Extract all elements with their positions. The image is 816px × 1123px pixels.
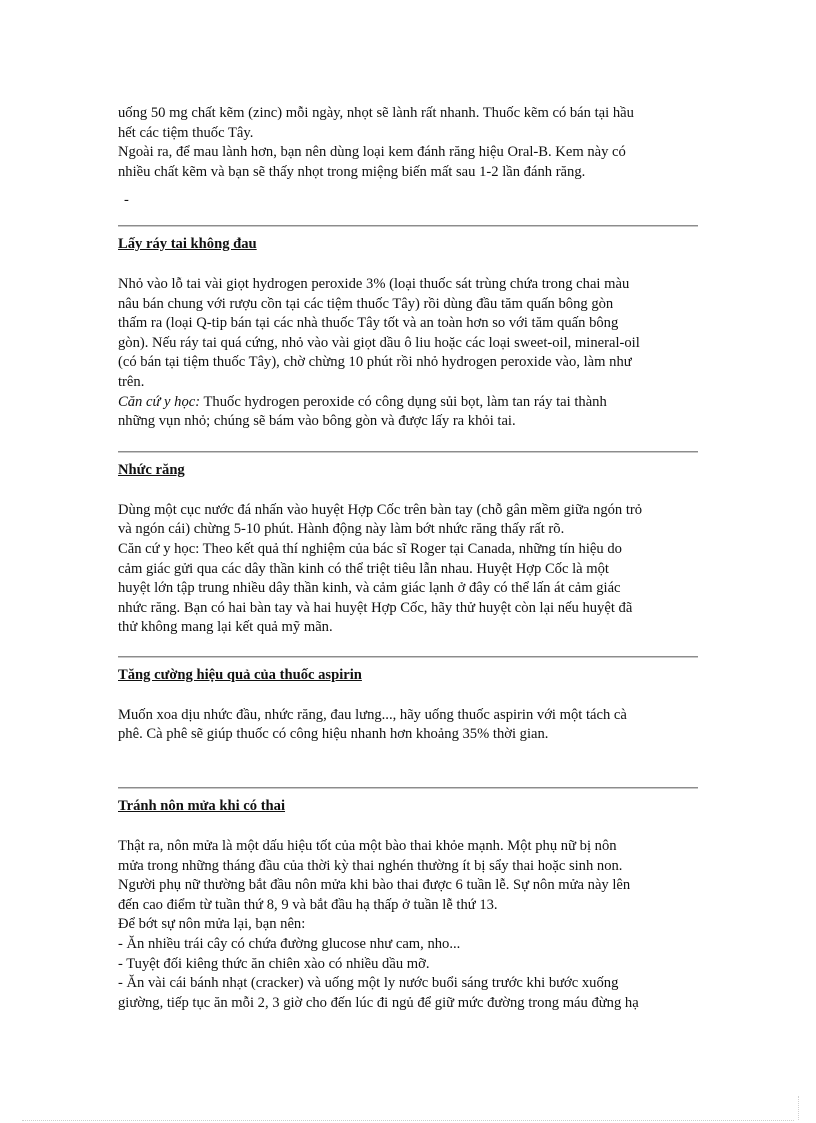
section-body-morning-sickness bbox=[118, 837, 698, 1013]
section-divider bbox=[118, 787, 698, 789]
page-bottom-border bbox=[22, 1120, 794, 1121]
medical-basis-line bbox=[118, 393, 698, 413]
text-line: giường, tiếp tục ăn mỗi 2, 3 giờ cho đến lúc đi ngủ để giữ mức đường trong máu đừng hạ bbox=[118, 994, 639, 1011]
text-line: Để bớt sự nôn mửa lại, bạn nên: bbox=[118, 916, 306, 933]
text-line: Muốn xoa dịu nhức đầu, nhức răng, đau lưng..., hãy uống thuốc aspirin với một tách cà bbox=[118, 706, 627, 723]
document-content bbox=[118, 104, 698, 1013]
section-body-ear-wax bbox=[118, 275, 698, 432]
intro-paragraph bbox=[118, 104, 698, 211]
text-line: Dùng một cục nước đá nhấn vào huyệt Hợp Cốc trên bàn tay (chỗ gân mềm giữa ngón trỏ bbox=[118, 501, 643, 518]
text-line: Ngoài ra, để mau lành hơn, bạn nên dùng loại kem đánh răng hiệu Oral-B. Kem này có bbox=[118, 144, 626, 161]
section-title-aspirin: Tăng cường hiệu quả của thuốc aspirin bbox=[118, 666, 362, 683]
text-line: những vụn nhỏ; chúng sẽ bám vào bông gòn và được lấy ra khỏi tai. bbox=[118, 413, 516, 430]
text-line: Người phụ nữ thường bắt đầu nôn mửa khi bào thai được 6 tuần lễ. Sự nôn mửa này lên bbox=[118, 877, 631, 894]
list-item: - Tuyệt đối kiêng thức ăn chiên xào có nhiều dầu mỡ. bbox=[118, 955, 430, 972]
text-line: nâu bán chung với rượu cồn tại các tiệm thuốc Tây) rồi dùng đầu tăm quấn bông gòn bbox=[118, 295, 614, 312]
text-line: trên. bbox=[118, 373, 145, 390]
text-line: và ngón cái) chừng 5-10 phút. Hành động này làm bớt nhức răng thấy rất rõ. bbox=[118, 521, 565, 538]
text-line: Nhỏ vào lỗ tai vài giọt hydrogen peroxide 3% (loại thuốc sát trùng chứa trong chai màu bbox=[118, 275, 630, 292]
medical-basis-text: Thuốc hydrogen peroxide có công dụng sủi bọt, làm tan ráy tai thành bbox=[200, 393, 607, 410]
section-title-morning-sickness: Tránh nôn mửa khi có thai bbox=[118, 798, 286, 815]
text-line: thử không mang lại kết quả mỹ mãn. bbox=[118, 619, 333, 636]
medical-basis-label: Căn cứ y học: bbox=[118, 393, 201, 410]
text-line: mửa trong những tháng đầu của thời kỳ thai nghén thường ít bị sẩy thai hoặc sinh non. bbox=[118, 857, 623, 874]
text-line: (có bán tại tiệm thuốc Tây), chờ chừng 10 phút rồi nhỏ hydrogen peroxide vào, làm như bbox=[118, 354, 632, 371]
text-line: nhiều chất kẽm và bạn sẽ thấy nhọt trong miệng biến mất sau 1-2 lần đánh răng. bbox=[118, 163, 586, 180]
section-divider bbox=[118, 225, 698, 227]
list-item: - Ăn vài cái bánh nhạt (cracker) và uống một ly nước buổi sáng trước khi bước xuống bbox=[118, 975, 619, 992]
spacer bbox=[118, 745, 698, 765]
text-line: phê. Cà phê sẽ giúp thuốc có công hiệu nhanh hơn khoảng 35% thời gian. bbox=[118, 726, 549, 743]
text-line: gòn). Nếu ráy tai quá cứng, nhỏ vào vài giọt dầu ô liu hoặc các loại sweet-oil, mineral-oil bbox=[118, 334, 640, 351]
section-title-toothache: Nhức răng bbox=[118, 461, 185, 478]
section-body-aspirin bbox=[118, 706, 698, 745]
list-item: - Ăn nhiều trái cây có chứa đường glucose như cam, nho... bbox=[118, 936, 461, 953]
text-line: đến cao điểm từ tuần thứ 8, 9 và bắt đầu hạ thấp ở tuần lễ thứ 13. bbox=[118, 896, 498, 913]
text-line: uống 50 mg chất kẽm (zinc) mỗi ngày, nhọt sẽ lành rất nhanh. Thuốc kẽm có bán tại hầu bbox=[118, 105, 634, 121]
text-line: Thật ra, nôn mửa là một dấu hiệu tốt của một bào thai khỏe mạnh. Một phụ nữ bị nôn bbox=[118, 838, 617, 855]
text-line: Căn cứ y học: Theo kết quả thí nghiệm của bác sĩ Roger tại Canada, những tín hiệu do bbox=[118, 540, 622, 557]
dash-marker: - bbox=[124, 192, 129, 209]
section-title-ear-wax: Lấy ráy tai không đau bbox=[118, 235, 257, 252]
text-line: hết các tiệm thuốc Tây. bbox=[118, 124, 254, 141]
section-divider bbox=[118, 451, 698, 453]
text-line: cảm giác gửi qua các dây thần kinh có thể triệt tiêu lẫn nhau. Huyệt Hợp Cốc là một bbox=[118, 560, 609, 577]
text-line: huyệt lớn tập trung nhiều dây thần kinh, và cảm giác lạnh ở đây có thể lấn át cảm giác bbox=[118, 580, 621, 597]
text-line: thấm ra (loại Q-tip bán tại các nhà thuốc Tây tốt và an toàn hơn so với tăm quấn bông bbox=[118, 315, 619, 332]
page-corner-mark bbox=[798, 1096, 799, 1120]
section-divider bbox=[118, 656, 698, 658]
section-body-toothache bbox=[118, 501, 698, 638]
text-line: nhức răng. Bạn có hai bàn tay và hai huyệt Hợp Cốc, hãy thử huyệt còn lại nếu huyệt đã bbox=[118, 599, 633, 616]
